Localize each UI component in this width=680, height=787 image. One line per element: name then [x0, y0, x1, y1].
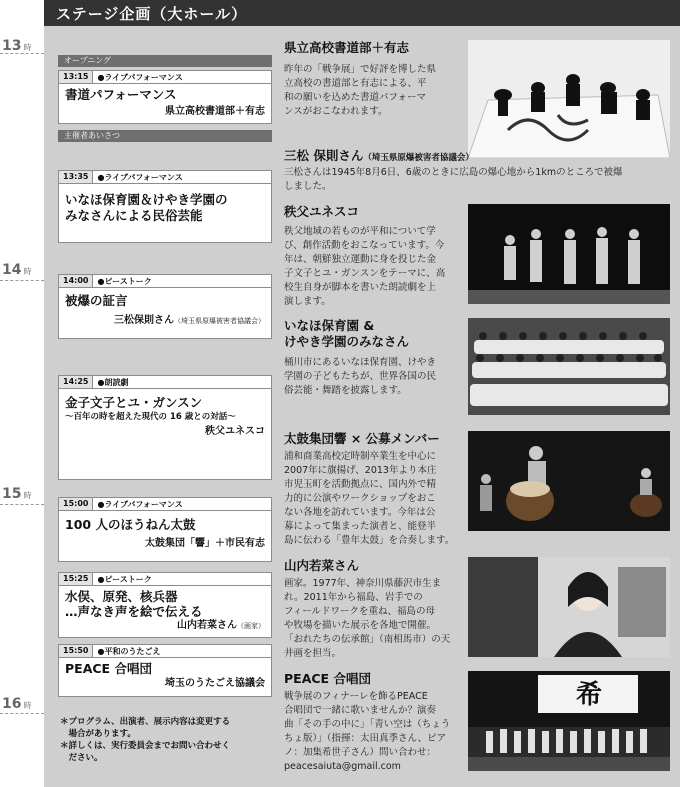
program-title: 100 人のほうねん太鼓 — [65, 517, 196, 532]
program-kind: ●ピーストーク — [97, 574, 152, 584]
profile-text: 戦争展のフィナーレを飾るPEACE 合唱団で一緒に歌いませんか？演奏 曲「その手の中に」「青い空は（ちょう ちょ版）」（指揮：太田真季さん、ピア ノ：加集希世子さん）問い合わせ： peacesaiuta@gmail.com — [284, 691, 451, 772]
reading-play-photo — [468, 204, 670, 304]
program-time: 14:00 — [59, 275, 93, 287]
program-performer: 山内若菜さん（画家） — [177, 620, 265, 631]
hour-marker-15: 15 時 — [2, 486, 32, 502]
program-title: 水俣、原発、核兵器 …声なき声を絵で伝える — [65, 589, 203, 619]
program-kind: ●朗読劇 — [97, 377, 129, 387]
program-time: 15:50 — [59, 645, 93, 657]
program-performer: 太鼓集団「響」＋市民有志 — [145, 538, 265, 549]
program-item — [58, 572, 272, 638]
hour-marker-16: 16 時 — [2, 696, 32, 712]
profile-text: 昨年の「戦争展」で好評を博した県 立高校の書道部と有志による、平 和の願いを込めた書道パフォーマ ンスがおこなわれます。 — [284, 64, 437, 117]
profile-text: 秩父地域の若ものが平和について学 び、創作活動をおこなっています。今 年は、朝鮮独立運動に身を投じた金 子文子とユ・ガンスンをテーマに、高 校生自身が脚本を書いた朗読劇を上 演します。 — [284, 226, 446, 307]
choir-photo — [468, 671, 670, 771]
program-title: PEACE 合唱団 — [65, 661, 152, 676]
program-item — [58, 497, 272, 562]
calligraphy-photo — [468, 40, 670, 158]
opening-tag: オープニング — [58, 55, 272, 67]
program-item — [58, 644, 272, 697]
profiles-column — [284, 26, 680, 787]
program-title: 金子文子とユ・ガンスン — [65, 395, 203, 410]
banner-character: 希 — [576, 680, 603, 710]
program-time: 15:25 — [59, 573, 93, 585]
group-photo — [468, 318, 670, 415]
profile-name: 三松 保則さん（埼玉県原爆被害者協議会） — [284, 148, 474, 163]
program-performer: 三松保則さん（埼玉県原爆被害者協議会） — [114, 315, 265, 326]
hour-marker-14: 14 時 — [2, 262, 32, 278]
profile-text: 三松さんは1945年8月6日、6歳のときに広島の爆心地から1kmのところで被爆 しました。 — [284, 167, 623, 192]
program-title: 被爆の証言 — [65, 293, 128, 308]
program-time: 13:15 — [59, 71, 93, 83]
hour-divider — [0, 713, 44, 714]
program-kind: ●ライブパフォーマンス — [97, 72, 183, 82]
program-item — [58, 375, 272, 480]
profile-name: 秩父ユネスコ — [284, 204, 360, 219]
profile-text: 桶川市にあるいなほ保育園、けやき 学園の子どもたちが、世界各国の民 俗芸能・舞踏を披露します。 — [284, 357, 437, 396]
program-performer: 県立高校書道部＋有志 — [165, 106, 265, 117]
program-time: 14:25 — [59, 376, 93, 388]
program-kind: ●ライブパフォーマンス — [97, 499, 183, 509]
program-performer: 埼玉のうたごえ協議会 — [165, 678, 265, 689]
artist-photo — [468, 557, 670, 657]
section-title: ステージ企画（大ホール） — [56, 5, 248, 23]
program-time: 15:00 — [59, 498, 93, 510]
program-time: 13:35 — [59, 171, 93, 183]
program-subtitle: 〜百年の時を超えた現代の 16 歳との対話〜 — [65, 412, 236, 422]
hour-divider — [0, 280, 44, 281]
program-item — [58, 70, 272, 124]
profile-name: 太鼓集団響 × 公募メンバー — [284, 431, 440, 446]
program-title: 書道パフォーマンス — [65, 87, 177, 102]
section-title-bar — [44, 0, 680, 26]
program-item — [58, 170, 272, 243]
profile-text: 画家。1977年、神奈川県藤沢市生ま れ。2011年から福島、岩手での フィールドワークを重ね、福島の母 や牧場を描いた展示を各地で開催。 「おれたちの伝承館」（南相馬市）の天 井画を担当。 — [284, 578, 451, 659]
profile-text: 浦和商業高校定時制卒業生を中心に 2007年に旗揚げ、2013年より本庄 市児玉町を活動拠点に、国内外で精 力的に公演やワークショップをおこ ない各地を訪れています。今年は公 募によって集まった演者と、能登半 島に伝わる「豊年太鼓」を合奏します。 — [284, 451, 455, 546]
profile-name: 県立高校書道部＋有志 — [284, 40, 410, 55]
program-kind: ●平和のうたごえ — [97, 646, 161, 656]
program-title: いなほ保育園＆けやき学園の みなさんによる民俗芸能 — [65, 192, 228, 223]
program-performer: 秩父ユネスコ — [205, 426, 265, 437]
taiko-photo — [468, 431, 670, 531]
host-greeting-tag: 主催者あいさつ — [58, 130, 272, 142]
hour-divider — [0, 504, 44, 505]
hour-marker-13: 13 時 — [2, 38, 32, 54]
profile-name: いなほ保育園 & けやき学園のみなさん — [284, 318, 410, 349]
notes: ＊プログラム、出演者、展示内容は変更する 場合があります。 ＊詳しくは、実行委員会までお問い合わせく ださい。 — [60, 717, 231, 763]
profile-name: PEACE 合唱団 — [284, 671, 371, 686]
program-kind: ●ライブパフォーマンス — [97, 172, 183, 182]
profile-name: 山内若菜さん — [284, 558, 360, 573]
program-item — [58, 274, 272, 339]
program-kind: ●ピーストーク — [97, 276, 152, 286]
